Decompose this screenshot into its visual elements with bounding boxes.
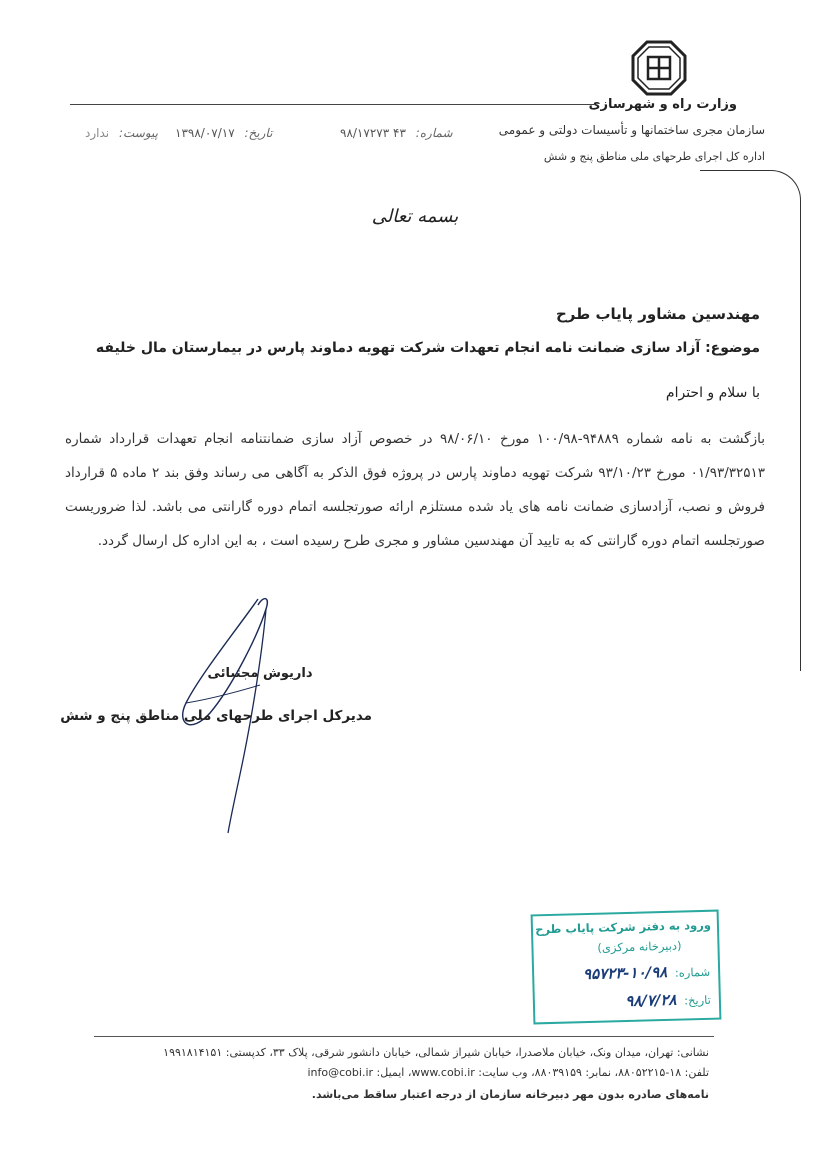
- organization-name: سازمان مجری ساختمانها و تأسیسات دولتی و عمومی: [498, 123, 765, 137]
- letter-body: بازگشت به نامه شماره ۹۴۸۸۹-۱۰۰/۹۸ مورخ ۹۸/۰۶/۱۰ در خصوص آزاد سازی ضمانتنامه انجام تعهدات قرارداد شماره ۰۱/۹۳/۳۲۵۱۳ مورخ ۹۳/۱۰/۲۳ شرکت تهویه دماوند پارس در پروژه فوق الذکر به آگاهی می رساند وفق بند ۲ ماده ۵ قرارداد فروش و نصب، آزادسازی ضمانت نامه های یاد شده مستلزم ارائه صورتجلسه اتمام دوره گارانتی می باشد. لذا ضروریست صورتجلسه اتمام دوره گارانتی که به تایید آن مهندسین مشاور و مجری طرح رسیده است ، به این اداره کل ارسال گردد.: [65, 431, 765, 549]
- bismillah-heading: بسمه تعالی: [371, 206, 459, 227]
- letter-attachment-value: ندارد: [85, 126, 110, 140]
- ministry-name: وزارت راه و شهرسازی: [588, 97, 737, 112]
- stamp-date-label: تاریخ:: [683, 992, 712, 1008]
- footer-contact: تلفن: ۱۸-۸۸۰۵۲۲۱۵، نمابر: ۸۸۰۳۹۱۵۹، وب سایت: www.cobi.ir، ایمیل: info@cobi.ir: [307, 1066, 709, 1079]
- footer-note: نامه‌های صادره بدون مهر دبیرخانه سازمان از درجه اعتبار ساقط می‌باشد.: [311, 1088, 709, 1101]
- stamp-number-label: شماره:: [674, 964, 711, 980]
- stamp-number-value: ۱۰/۹۸-۹۵۷۲۳: [582, 962, 668, 984]
- footer-address: نشانی: تهران، میدان ونک، خیابان ملاصدرا، خیابان شیراز شمالی، خیابان دانشور شرقی، پلاک ۳۳، کدپستی: ۱۹۹۱۸۱۴۱۵۱: [163, 1046, 709, 1059]
- letter-date-value: ۱۳۹۸/۰۷/۱۷: [175, 126, 235, 140]
- letter-attachment: [85, 126, 158, 140]
- ministry-logo-icon: [631, 40, 687, 96]
- letter-attachment-label: پیوست:: [118, 126, 158, 140]
- stamp-date: [625, 990, 711, 1010]
- letter-number-value: ۴۳ ۹۸/۱۷۲۷۳: [340, 126, 406, 140]
- signatory-name: داریوش مجتبائی: [207, 666, 313, 681]
- department-name: اداره کل اجرای طرحهای ملی مناطق پنج و شش: [543, 150, 765, 163]
- letter-greeting: با سلام و احترام: [665, 385, 760, 401]
- signatory-title: مدیرکل اجرای طرحهای ملی مناطق پنج و شش: [60, 708, 372, 724]
- letter-addressee: مهندسین مشاور پایاب طرح: [555, 305, 760, 323]
- footer-divider: [94, 1036, 714, 1037]
- letter-date-label: تاریخ:: [244, 126, 273, 140]
- stamp-date-value: ۹۸/۷/۲۸: [624, 990, 677, 1011]
- letter-number: [340, 126, 453, 140]
- letter-number-label: شماره:: [415, 126, 453, 140]
- letter-subject: موضوع: آزاد سازی ضمانت نامه انجام تعهدات شرکت تهویه دماوند پارس در بیمارستان مال خلیفه: [95, 340, 760, 356]
- letter-date: [175, 126, 272, 140]
- page-border-curve: [700, 170, 801, 671]
- receipt-stamp: [531, 910, 722, 1025]
- stamp-number: [583, 962, 711, 983]
- stamp-line2: (دبیرخانه مرکزی): [597, 938, 682, 955]
- header-divider: [70, 104, 595, 105]
- stamp-line1: ورود به دفتر شرکت پایاب طرح: [534, 917, 712, 937]
